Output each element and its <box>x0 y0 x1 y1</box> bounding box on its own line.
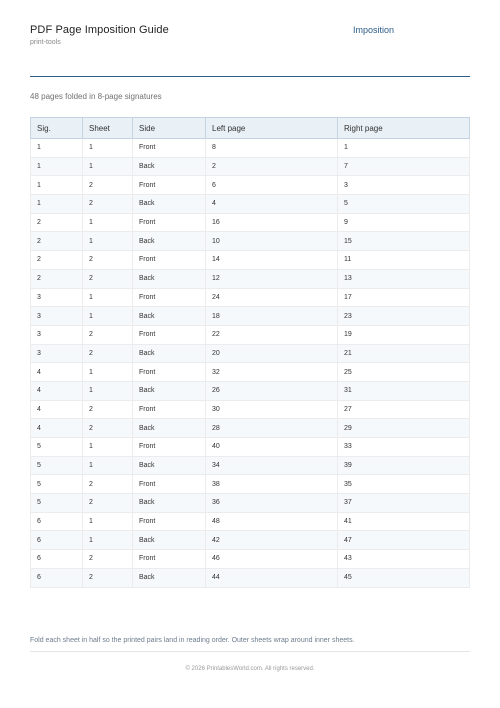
cell-sig: 6 <box>31 568 83 587</box>
section-label: Imposition <box>353 25 395 35</box>
cell-side: Front <box>133 550 206 569</box>
cell-sheet: 1 <box>83 157 133 176</box>
cell-left-page: 48 <box>206 512 338 531</box>
cell-sheet: 2 <box>83 269 133 288</box>
cell-sheet: 2 <box>83 176 133 195</box>
table-row <box>31 438 470 457</box>
cell-sig: 5 <box>31 456 83 475</box>
summary-text: 48 pages folded in 8-page signatures <box>30 92 162 101</box>
cell-sheet: 2 <box>83 400 133 419</box>
cell-right-page: 25 <box>338 363 470 382</box>
cell-left-page: 34 <box>206 456 338 475</box>
cell-right-page: 7 <box>338 157 470 176</box>
cell-left-page: 28 <box>206 419 338 438</box>
cell-right-page: 19 <box>338 325 470 344</box>
table-row <box>31 381 470 400</box>
cell-sheet: 2 <box>83 494 133 513</box>
cell-side: Back <box>133 307 206 326</box>
cell-right-page: 23 <box>338 307 470 326</box>
cell-side: Front <box>133 512 206 531</box>
cell-side: Front <box>133 475 206 494</box>
cell-sig: 2 <box>31 251 83 270</box>
cell-right-page: 47 <box>338 531 470 550</box>
column-header-right-page: Right page <box>338 118 470 139</box>
cell-sheet: 2 <box>83 344 133 363</box>
cell-right-page: 9 <box>338 213 470 232</box>
cell-sheet: 1 <box>83 139 133 158</box>
cell-side: Back <box>133 531 206 550</box>
cell-right-page: 43 <box>338 550 470 569</box>
cell-left-page: 22 <box>206 325 338 344</box>
table-row <box>31 363 470 382</box>
page-subtitle: print-tools <box>30 39 61 46</box>
cell-sheet: 1 <box>83 512 133 531</box>
table-row <box>31 531 470 550</box>
cell-sheet: 1 <box>83 232 133 251</box>
cell-sheet: 1 <box>83 363 133 382</box>
cell-sig: 4 <box>31 400 83 419</box>
cell-right-page: 29 <box>338 419 470 438</box>
cell-right-page: 45 <box>338 568 470 587</box>
cell-right-page: 17 <box>338 288 470 307</box>
table-row <box>31 512 470 531</box>
cell-sig: 6 <box>31 531 83 550</box>
cell-sheet: 1 <box>83 381 133 400</box>
cell-sig: 6 <box>31 512 83 531</box>
cell-left-page: 18 <box>206 307 338 326</box>
cell-sig: 2 <box>31 232 83 251</box>
table-row <box>31 475 470 494</box>
cell-sig: 2 <box>31 213 83 232</box>
table-row <box>31 568 470 587</box>
cell-left-page: 36 <box>206 494 338 513</box>
cell-side: Back <box>133 381 206 400</box>
cell-sig: 1 <box>31 176 83 195</box>
table-body <box>31 139 470 588</box>
table-row <box>31 550 470 569</box>
table-row <box>31 176 470 195</box>
table-row <box>31 139 470 158</box>
cell-sig: 4 <box>31 381 83 400</box>
table-row <box>31 419 470 438</box>
footer-divider <box>30 651 470 652</box>
cell-left-page: 46 <box>206 550 338 569</box>
cell-left-page: 14 <box>206 251 338 270</box>
cell-sheet: 2 <box>83 475 133 494</box>
cell-sig: 1 <box>31 139 83 158</box>
cell-sheet: 2 <box>83 550 133 569</box>
cell-sig: 4 <box>31 363 83 382</box>
fold-note: Fold each sheet in half so the printed pairs land in reading order. Outer sheets wrap around inner sheets. <box>30 637 355 644</box>
cell-side: Front <box>133 363 206 382</box>
cell-right-page: 31 <box>338 381 470 400</box>
table-header-row <box>31 118 470 139</box>
cell-right-page: 3 <box>338 176 470 195</box>
table-row <box>31 251 470 270</box>
column-header-sheet: Sheet <box>83 118 133 139</box>
table-row <box>31 195 470 214</box>
cell-right-page: 39 <box>338 456 470 475</box>
cell-sig: 3 <box>31 325 83 344</box>
table-row <box>31 325 470 344</box>
column-header-sig: Sig. <box>31 118 83 139</box>
cell-right-page: 21 <box>338 344 470 363</box>
cell-right-page: 5 <box>338 195 470 214</box>
cell-right-page: 35 <box>338 475 470 494</box>
cell-side: Back <box>133 344 206 363</box>
cell-right-page: 33 <box>338 438 470 457</box>
cell-sheet: 1 <box>83 438 133 457</box>
cell-right-page: 37 <box>338 494 470 513</box>
column-header-left-page: Left page <box>206 118 338 139</box>
cell-left-page: 4 <box>206 195 338 214</box>
cell-sig: 3 <box>31 288 83 307</box>
cell-side: Back <box>133 494 206 513</box>
cell-sig: 5 <box>31 494 83 513</box>
cell-sig: 5 <box>31 475 83 494</box>
cell-left-page: 26 <box>206 381 338 400</box>
cell-side: Back <box>133 419 206 438</box>
cell-left-page: 30 <box>206 400 338 419</box>
cell-sheet: 1 <box>83 288 133 307</box>
table-row <box>31 344 470 363</box>
cell-side: Front <box>133 438 206 457</box>
table-row <box>31 307 470 326</box>
table-row <box>31 400 470 419</box>
cell-sig: 5 <box>31 438 83 457</box>
cell-sig: 3 <box>31 344 83 363</box>
cell-left-page: 20 <box>206 344 338 363</box>
cell-left-page: 16 <box>206 213 338 232</box>
table-row <box>31 288 470 307</box>
cell-left-page: 44 <box>206 568 338 587</box>
cell-left-page: 24 <box>206 288 338 307</box>
cell-sig: 4 <box>31 419 83 438</box>
cell-sheet: 1 <box>83 456 133 475</box>
cell-side: Front <box>133 213 206 232</box>
imposition-table <box>30 117 470 588</box>
cell-right-page: 27 <box>338 400 470 419</box>
cell-right-page: 1 <box>338 139 470 158</box>
cell-right-page: 13 <box>338 269 470 288</box>
cell-right-page: 15 <box>338 232 470 251</box>
cell-sheet: 2 <box>83 251 133 270</box>
page-title: PDF Page Imposition Guide <box>30 24 169 36</box>
header-divider <box>30 76 470 77</box>
table-row <box>31 232 470 251</box>
cell-sheet: 1 <box>83 307 133 326</box>
cell-sig: 2 <box>31 269 83 288</box>
cell-left-page: 6 <box>206 176 338 195</box>
footer-copyright: © 2026 PrintablesWorld.com. All rights reserved. <box>185 666 315 672</box>
cell-side: Back <box>133 269 206 288</box>
cell-sheet: 2 <box>83 325 133 344</box>
cell-side: Front <box>133 400 206 419</box>
cell-sig: 1 <box>31 157 83 176</box>
cell-left-page: 8 <box>206 139 338 158</box>
cell-side: Front <box>133 176 206 195</box>
cell-side: Back <box>133 157 206 176</box>
cell-sig: 1 <box>31 195 83 214</box>
cell-left-page: 2 <box>206 157 338 176</box>
cell-left-page: 38 <box>206 475 338 494</box>
cell-sheet: 2 <box>83 419 133 438</box>
cell-sheet: 1 <box>83 213 133 232</box>
cell-left-page: 10 <box>206 232 338 251</box>
cell-side: Back <box>133 456 206 475</box>
cell-side: Back <box>133 195 206 214</box>
table-row <box>31 494 470 513</box>
cell-right-page: 41 <box>338 512 470 531</box>
cell-side: Front <box>133 251 206 270</box>
cell-sheet: 2 <box>83 195 133 214</box>
cell-sheet: 1 <box>83 531 133 550</box>
cell-side: Back <box>133 568 206 587</box>
table-row <box>31 213 470 232</box>
table-row <box>31 157 470 176</box>
table-row <box>31 269 470 288</box>
cell-left-page: 12 <box>206 269 338 288</box>
column-header-side: Side <box>133 118 206 139</box>
cell-right-page: 11 <box>338 251 470 270</box>
cell-sig: 6 <box>31 550 83 569</box>
cell-side: Back <box>133 232 206 251</box>
cell-side: Front <box>133 139 206 158</box>
cell-left-page: 32 <box>206 363 338 382</box>
cell-sig: 3 <box>31 307 83 326</box>
cell-left-page: 42 <box>206 531 338 550</box>
cell-side: Front <box>133 325 206 344</box>
cell-sheet: 2 <box>83 568 133 587</box>
table-row <box>31 456 470 475</box>
cell-left-page: 40 <box>206 438 338 457</box>
cell-side: Front <box>133 288 206 307</box>
